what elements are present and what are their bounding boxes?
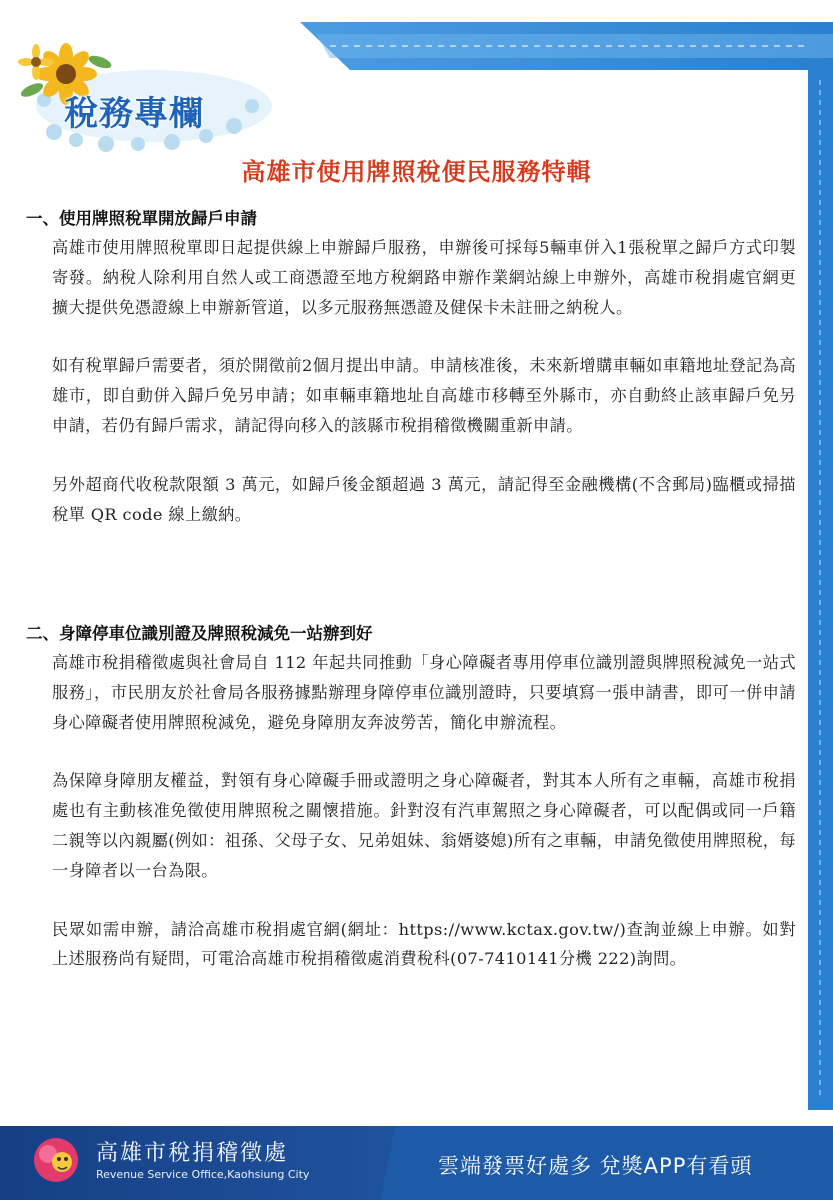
paragraph: 另外超商代收稅款限額 3 萬元，如歸戶後金額超過 3 萬元，請記得至金融機構(不含郵局)臨櫃或掃描稅單 QR code 線上繳納。 (52, 474, 796, 524)
tax-office-logo-icon (28, 1132, 84, 1188)
footer-slogan: 雲端發票好處多 兌獎APP有看頭 (438, 1154, 753, 1178)
footer-org-name: 高雄市稅捐稽徵處 (96, 1141, 289, 1166)
paragraph: 為保障身障朋友權益，對領有身心障礙手冊或證明之身心障礙者，對其本人所有之車輛，高雄市稅捐處也有主動核准免徵使用牌照稅之關懷措施。針對沒有汽車駕照之身心障礙者，可以配偶或同一戶籍二親等以內親屬(例如：祖孫、父母子女、兄弟姐妹、翁婿婆媳)所有之車輛，申請免徵使用牌照稅，每一身障者以一台為限。 (52, 771, 796, 880)
paragraph: 民眾如需申辦，請洽高雄市稅捐處官網(網址：https://www.kctax.gov.tw/)查詢並線上申辦。如對上述服務尚有疑問，可電洽高雄市稅捐稽徵處消費稅科(07-7410141分機 222)詢問。 (52, 919, 796, 969)
section-heading: 二、身障停車位識別證及牌照稅減免一站辦到好 (26, 624, 373, 643)
section-heading: 一、使用牌照稅單開放歸戶申請 (26, 209, 257, 228)
article-title: 高雄市使用牌照稅便民服務特輯 (241, 158, 592, 186)
column-title: 稅務專欄 (64, 94, 204, 134)
paragraph: 高雄市使用牌照稅單即日起提供線上申辦歸戶服務，申辦後可採每5輛車併入1張稅單之歸戶方式印製寄發。納稅人除利用自然人或工商憑證至地方稅網路申辦作業網站線上申辦外，高雄市稅捐處官網更擴大提供免憑證線上申辦新管道，以多元服務無憑證及健保卡未註冊之納稅人。 (52, 238, 796, 317)
footer-org-name-en: Revenue Service Office,Kaohsiung City (96, 1168, 310, 1181)
paragraph: 如有稅單歸戶需要者，須於開徵前2個月提出申請。申請核准後，未來新增購車輛如車籍地址登記為高雄市，即自動併入歸戶免另申請；如車輛車籍地址自高雄市移轉至外縣市，亦自動終止該車歸戶免另申請，若仍有歸戶需求，請記得向移入的該縣市稅捐稽徵機關重新申請。 (52, 356, 796, 435)
section-2 (26, 620, 796, 974)
section-1 (26, 205, 796, 529)
paragraph: 高雄市稅捐稽徵處與社會局自 112 年起共同推動「身心障礙者專用停車位識別證與牌照稅減免一站式服務」，市民朋友於社會局各服務據點辦理身障停車位識別證時，只要填寫一張申請書，即可一併申請身心障礙者使用牌照稅減免，避免身障朋友奔波勞苦，簡化申辦流程。 (52, 653, 796, 732)
